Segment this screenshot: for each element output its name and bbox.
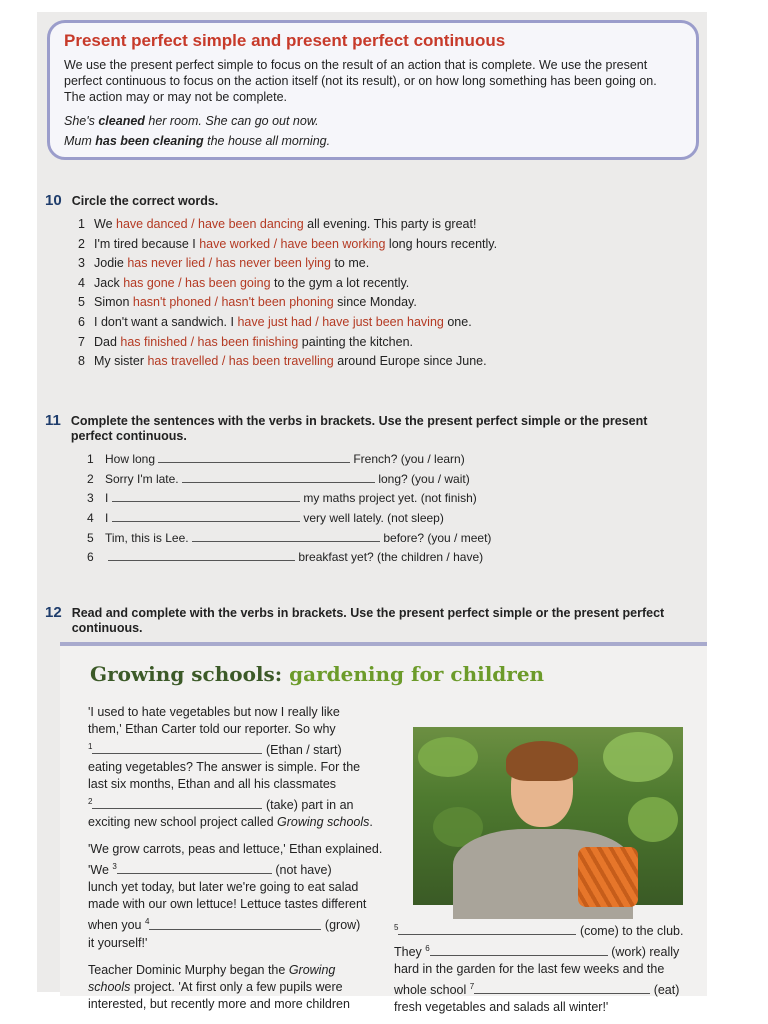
exercise-11-item [87,509,701,529]
answer-option[interactable]: have just had [237,314,312,329]
exercise-number: 11 [45,412,61,429]
exercise-instruction: Read and complete with the verbs in brackets. Use the present perfect simple or the present perfect continuous. [71,606,665,635]
exercise-10-items [45,215,701,372]
item-text: one. [443,314,472,329]
answer-option[interactable]: has been travelling [228,354,334,369]
answer-gap[interactable] [108,548,295,561]
item-number: 6 [87,550,94,565]
exercise-11-item [87,489,701,509]
grammar-explanation [64,57,682,105]
gap-4[interactable] [149,917,321,930]
item-text: / [205,256,216,271]
gap-1[interactable] [92,741,262,754]
item-text: Dad [94,334,121,349]
answer-option[interactable]: has travelled [147,354,219,369]
exercise-10 [45,192,701,372]
grammar-line-3: The action may or may not be complete. [64,90,288,104]
exercise-11-items [45,450,701,568]
exercise-11 [45,412,701,568]
answer-gap[interactable] [158,450,350,463]
grammar-line-2: perfect continuous to focus on the action itself (not its result), or on how long something has been going on. [64,74,657,88]
exercise-number: 10 [45,192,62,209]
item-text: Simon [94,295,133,310]
exercise-10-item [78,352,701,372]
exercise-10-item [78,313,701,333]
textbook-page [37,12,707,1015]
item-text: my maths project yet. (not finish) [303,491,477,506]
grammar-title: Present perfect simple and present perfect continuous [64,31,506,50]
exercise-10-item [78,274,701,294]
exercise-number: 12 [45,604,62,621]
answer-gap[interactable] [112,509,300,522]
gap-6[interactable] [430,943,608,956]
answer-option[interactable]: has never been lying [215,256,331,271]
exercise-10-item [78,215,701,235]
answer-option[interactable]: has finished [120,334,188,349]
item-text: Sorry I'm late. [105,471,179,486]
item-number: 1 [78,217,85,231]
item-text: since Monday. [333,295,417,310]
answer-option[interactable]: has never lied [127,256,206,271]
answer-gap[interactable] [112,489,300,502]
answer-option[interactable]: has been going [185,275,271,290]
item-text: before? (you / meet) [383,530,492,545]
answer-option[interactable]: has gone [123,275,175,290]
item-number: 5 [87,530,94,545]
gap-3[interactable] [117,861,272,874]
item-text: all evening. This party is great! [303,217,477,231]
item-text: long hours recently. [385,236,498,251]
item-number: 8 [78,354,85,369]
article-panel [60,642,707,1015]
answer-option[interactable]: have worked [199,236,271,251]
gap-2[interactable] [92,796,262,809]
item-number: 3 [78,256,85,271]
item-text: Tim, this is Lee. [105,530,189,545]
item-text: Jodie [94,256,128,271]
item-number: 7 [78,334,85,349]
item-text: / [187,334,198,349]
item-number: 4 [87,511,94,526]
exercise-11-item [87,450,701,470]
answer-gap[interactable] [182,470,375,483]
exercise-11-item [87,529,701,549]
item-number: 1 [87,452,94,466]
item-text: I [105,511,109,526]
exercise-instruction: Circle the correct words. [71,194,219,208]
item-text: / [270,236,281,251]
item-text: I [105,491,109,506]
item-text: around Europe since June. [333,354,487,369]
exercise-instruction: Complete the sentences with the verbs in brackets. Use the present perfect simple or the present perfect continuous. [70,414,648,443]
item-text: Jack [94,275,124,290]
exercise-11-item [87,470,701,490]
answer-option[interactable]: hasn't been phoning [221,295,334,310]
item-text: to the gym a lot recently. [270,275,410,290]
article-column-2: $^5$ (come) to the club. They $^6$ (work) really hard in the garden for the last few weeks and the whole school $^7$ (eat) fresh vegetables and salads all winter!' [394,923,684,1015]
item-text: We [94,217,116,231]
item-text: / [174,275,186,290]
exercise-10-item [78,254,701,274]
item-text: / [311,314,323,329]
answer-option[interactable]: hasn't phoned [132,295,212,310]
exercise-11-item [87,548,701,568]
item-text: I'm tired because I [94,236,200,251]
grammar-box [47,20,699,160]
item-text: My sister [94,354,148,369]
answer-option[interactable]: have danced [116,217,188,231]
item-text: painting the kitchen. [298,334,413,349]
item-text: breakfast yet? (the children / have) [298,550,484,565]
item-number: 4 [78,275,85,290]
item-number: 6 [78,314,85,329]
answer-gap[interactable] [192,529,380,542]
answer-option[interactable]: have been working [280,236,386,251]
grammar-example-1: She's cleaned her room. She can go out now. [64,114,319,128]
item-number: 5 [78,295,85,310]
article-title: Growing schools: gardening for children [90,662,545,686]
item-text: How long [105,452,156,466]
item-number: 2 [87,471,94,486]
grammar-line-1: We use the present perfect simple to focus on the result of an action that is complete. We use the present [64,58,648,72]
exercise-10-item [78,235,701,255]
item-text: / [218,354,229,369]
item-text: to me. [330,256,370,271]
item-text: long? (you / wait) [378,471,470,486]
item-text: very well lately. (not sleep) [303,511,444,526]
article-column-1: 'I used to hate vegetables but now I really like them,' Ethan Carter told our reporter. So why $^1$ (Ethan / start) eating vegetables? The answer is simple. For the last six months, Ethan and all his classmates $^2$ (take) part in an exciting new school project called Growing schools. 'We grow carrots, peas and lettuce,' Ethan explained. 'We $^3$ (not have) lunch yet today, but later we're going to eat salad made with our own lettuce! Lettuce tastes different when you $^4$ (grow) it yourself!' Teacher Dominic Murphy began the Growing schools project. 'At first only a few pupils were interested, but recently more and more children [88,705,383,1011]
item-text: I don't want a sandwich. I [94,314,238,329]
answer-option[interactable]: have just been having [322,314,444,329]
item-number: 2 [78,236,85,251]
boy-with-vegetables-photo [413,727,683,905]
item-text: French? (you / learn) [353,452,465,466]
answer-option[interactable]: has been finishing [197,334,299,349]
gap-7[interactable] [474,981,650,994]
answer-option[interactable]: have been dancing [198,217,304,231]
exercise-10-item [78,293,701,313]
exercise-12 [45,604,701,636]
item-text: / [187,217,199,231]
item-number: 3 [87,491,94,506]
item-text: / [211,295,222,310]
exercise-10-item [78,333,701,353]
grammar-example-2: Mum has been cleaning the house all morning. [64,134,331,148]
gap-5[interactable] [398,922,576,935]
